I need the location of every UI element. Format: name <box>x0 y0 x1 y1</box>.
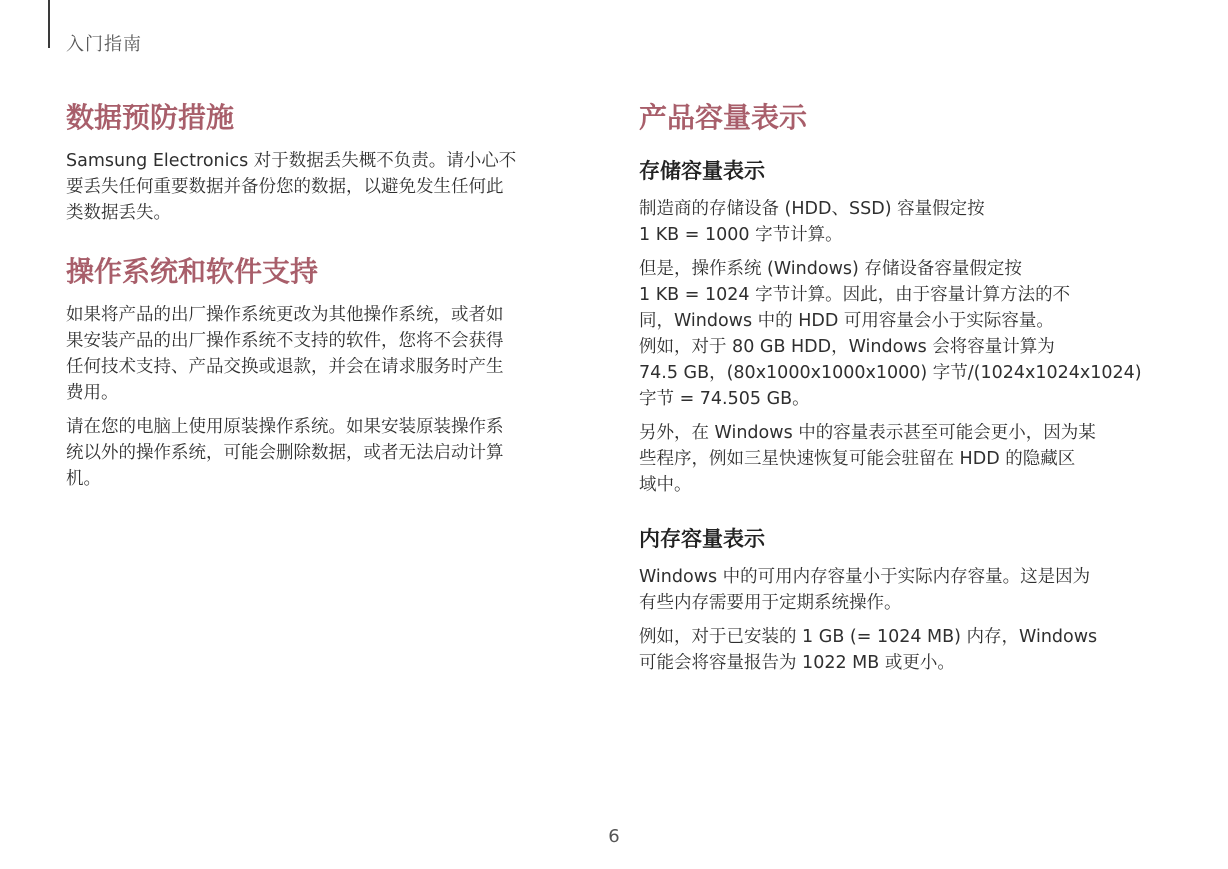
text-line: 但是，操作系统 (Windows) 存储设备容量假定按 <box>639 259 1022 279</box>
paragraph-memory-example <box>639 624 1169 676</box>
text-line: 果安装产品的出厂操作系统不支持的软件，您将不会获得 <box>66 331 504 351</box>
subsection-title-memory-capacity: 内存容量表示 <box>639 527 765 551</box>
text-line: 统以外的操作系统，可能会删除数据，或者无法启动计算 <box>66 443 504 463</box>
text-line: 费用。 <box>66 383 119 403</box>
subsection-title-storage-capacity: 存储容量表示 <box>639 159 765 183</box>
text-line: 请在您的电脑上使用原装操作系统。如果安装原装操作系 <box>66 417 504 437</box>
text-line: 如果将产品的出厂操作系统更改为其他操作系统，或者如 <box>66 305 504 325</box>
text-line: 74.5 GB，(80x1000x1000x1000) 字节/(1024x1024x1024) <box>639 363 1142 383</box>
text-line: 例如，对于 80 GB HDD，Windows 会将容量计算为 <box>639 337 1055 357</box>
paragraph-manufacturer-capacity <box>639 196 1169 248</box>
text-line: 制造商的存储设备 (HDD、SSD) 容量假定按 <box>639 199 985 219</box>
text-line: Samsung Electronics 对于数据丢失概不负责。请小心不 <box>66 151 517 171</box>
paragraph-os-change <box>66 302 580 406</box>
right-column <box>639 96 1169 676</box>
section-title-capacity-representation: 产品容量表示 <box>639 101 808 134</box>
text-line: 1 KB = 1000 字节计算。 <box>639 225 843 245</box>
text-line: 另外，在 Windows 中的容量表示甚至可能会更小，因为某 <box>639 423 1096 443</box>
text-line: 机。 <box>66 469 101 489</box>
text-line: 1 KB = 1024 字节计算。因此，由于容量计算方法的不 <box>639 285 1071 305</box>
text-line: 要丢失任何重要数据并备份您的数据，以避免发生任何此 <box>66 177 504 197</box>
text-line: 域中。 <box>639 475 692 495</box>
text-line: 些程序，例如三星快速恢复可能会驻留在 HDD 的隐藏区 <box>639 449 1076 469</box>
section-title-os-software-support: 操作系统和软件支持 <box>66 255 319 288</box>
text-line: 例如，对于已安装的 1 GB (= 1024 MB) 内存，Windows <box>639 627 1098 647</box>
running-header: 入门指南 <box>66 34 142 55</box>
text-line: 字节 = 74.505 GB。 <box>639 389 810 409</box>
left-column <box>66 96 580 492</box>
paragraph-use-original-os <box>66 414 580 492</box>
paragraph-memory-available <box>639 564 1169 616</box>
header-rule <box>48 0 50 48</box>
section-title-data-precautions: 数据预防措施 <box>66 101 235 134</box>
text-line: 任何技术支持、产品交换或退款，并会在请求服务时产生 <box>66 357 504 377</box>
paragraph-os-capacity <box>639 256 1169 412</box>
text-line: 可能会将容量报告为 1022 MB 或更小。 <box>639 653 955 673</box>
paragraph-hidden-area <box>639 420 1169 498</box>
text-line: 类数据丢失。 <box>66 203 171 223</box>
page-number: 6 <box>608 826 620 847</box>
text-line: Windows 中的可用内存容量小于实际内存容量。这是因为 <box>639 567 1091 587</box>
paragraph-data-precautions <box>66 148 580 226</box>
text-line: 有些内存需要用于定期系统操作。 <box>639 593 902 613</box>
text-line: 同，Windows 中的 HDD 可用容量会小于实际容量。 <box>639 311 1054 331</box>
